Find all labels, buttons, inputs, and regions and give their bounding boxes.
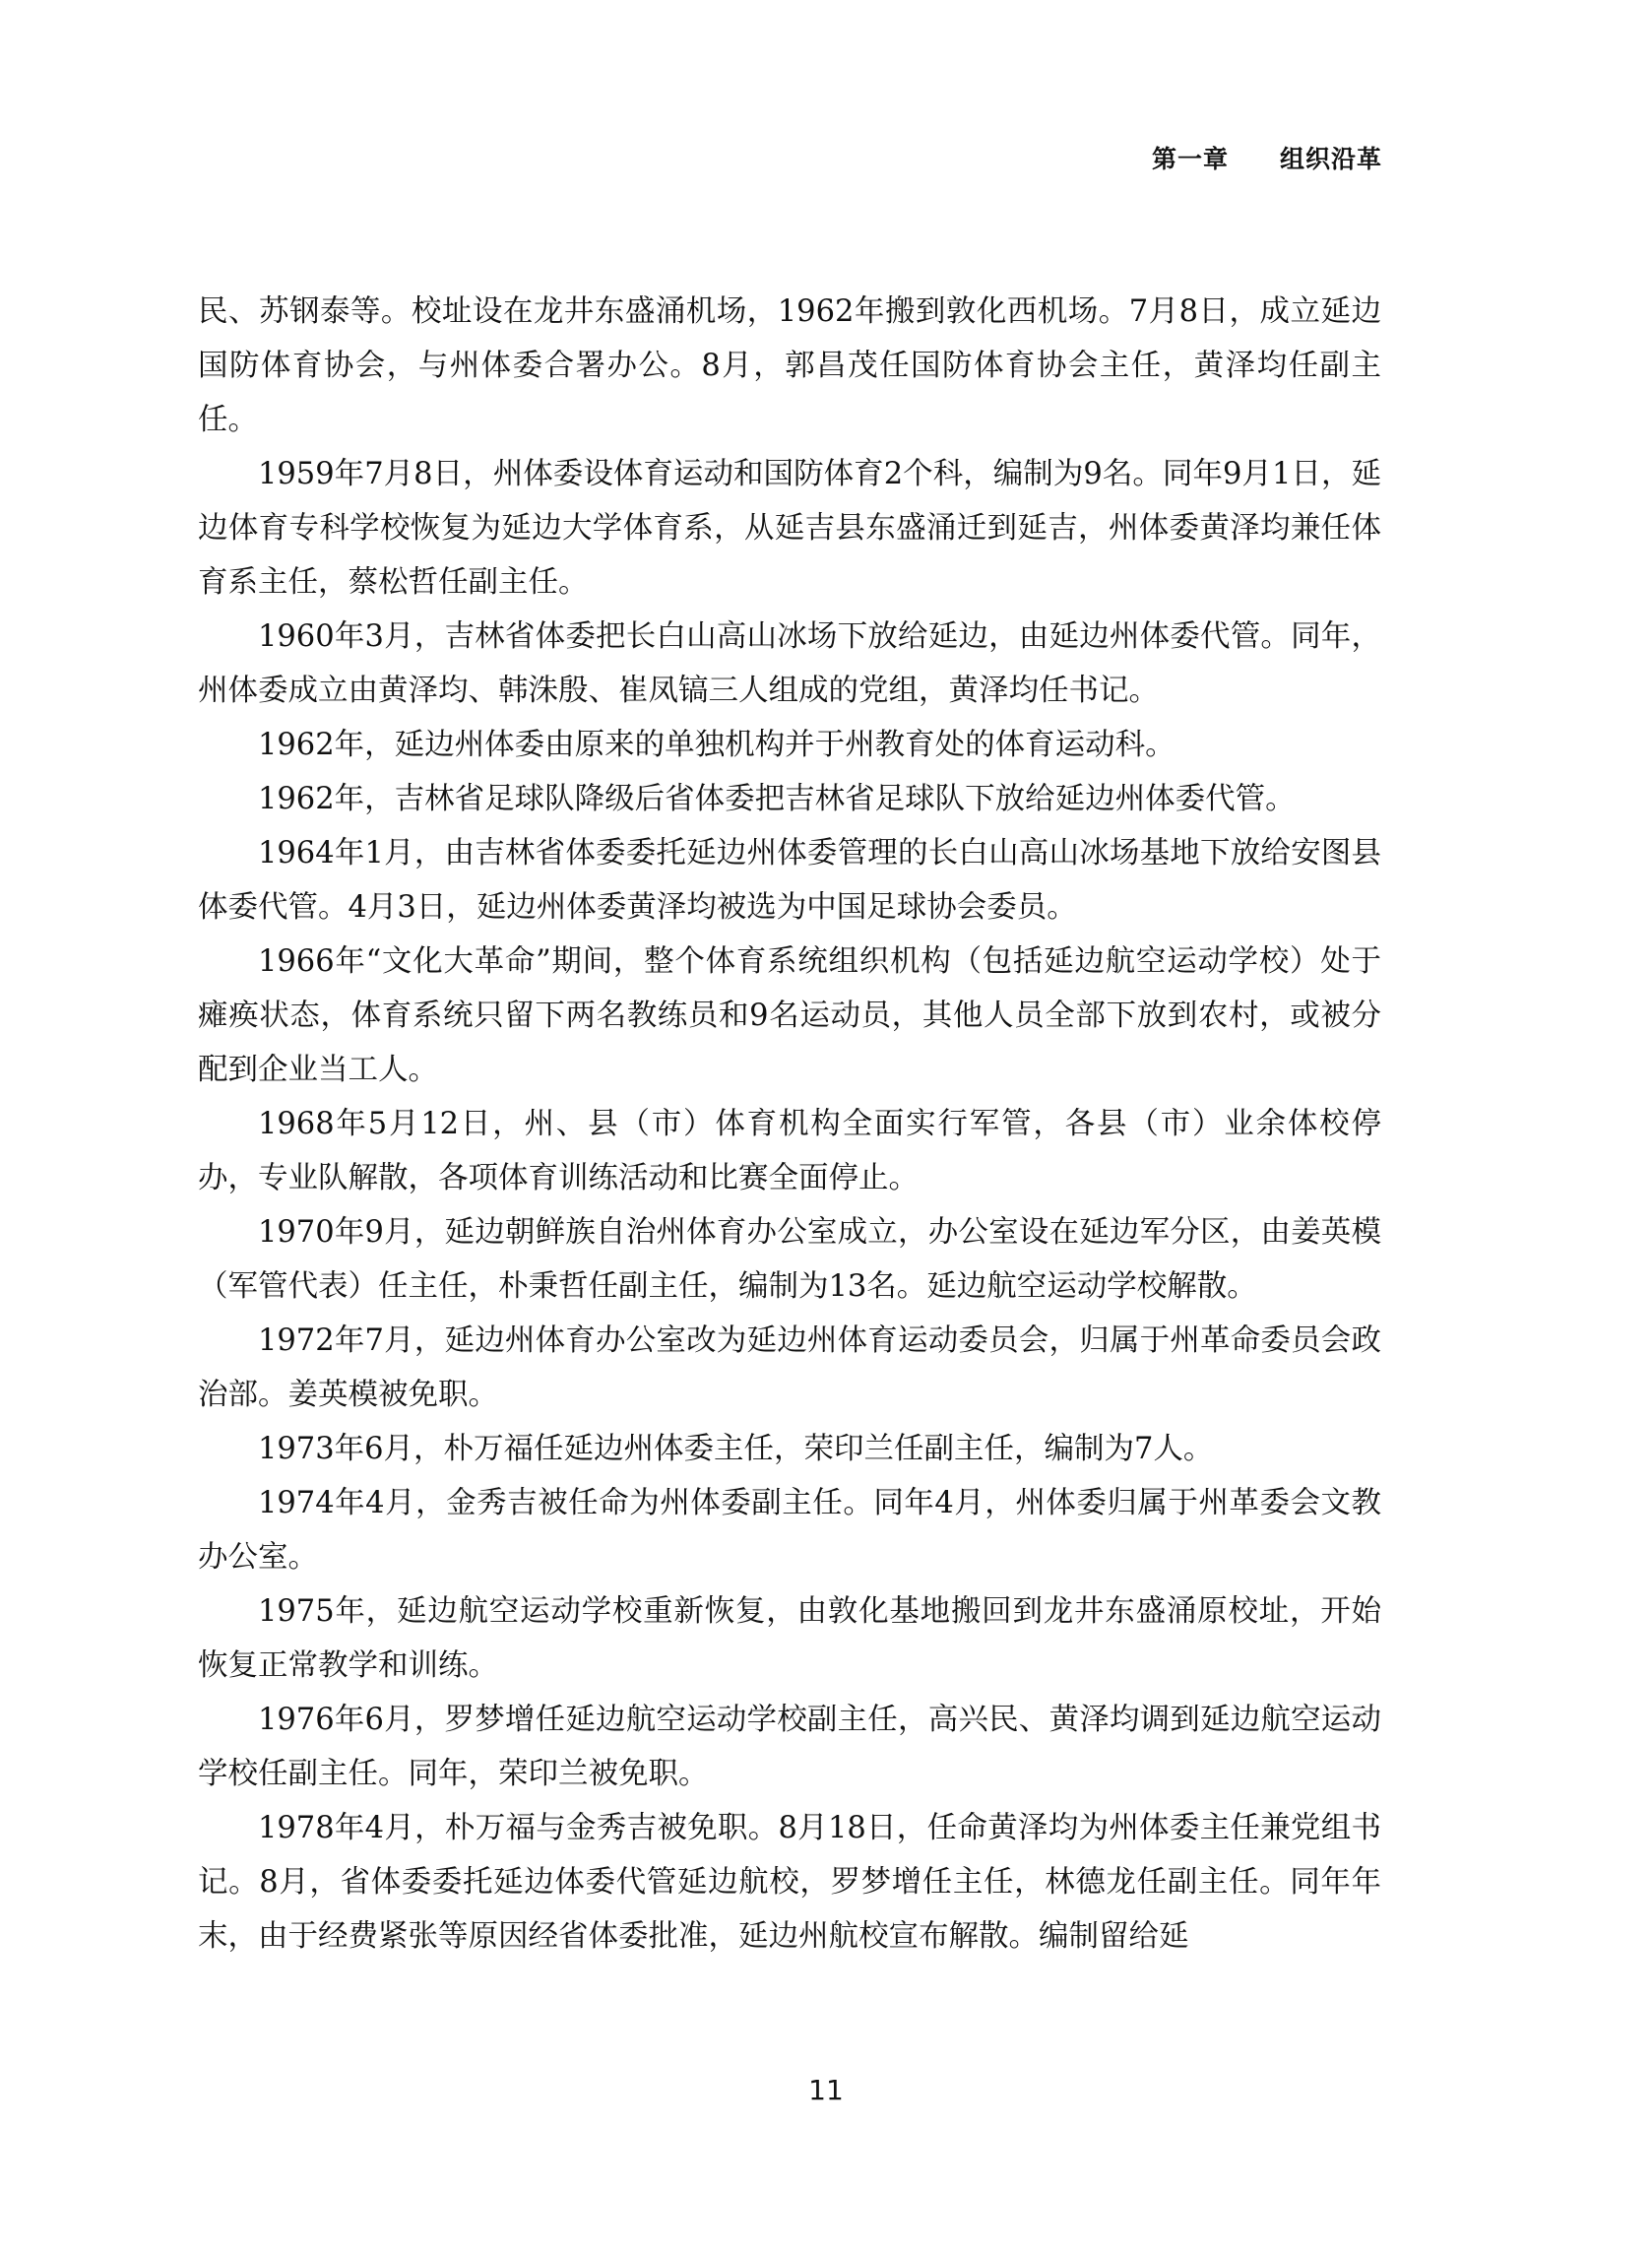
- body-text: [198, 285, 1381, 1964]
- paragraph: 1972年7月，延边州体育办公室改为延边州体育运动委员会，归属于州革命委员会政治部。姜英模被免职。: [198, 1323, 1381, 1412]
- paragraph: 1975年，延边航空运动学校重新恢复，由敦化基地搬回到龙井东盛涌原校址，开始恢复正常教学和训练。: [198, 1594, 1381, 1683]
- paragraph: 1968年5月12日，州、县（市）体育机构全面实行军管，各县（市）业余体校停办，专业队解散，各项体育训练活动和比赛全面停止。: [198, 1107, 1381, 1195]
- page-number: 11: [808, 2074, 844, 2106]
- paragraph: 1964年1月，由吉林省体委委托延边州体委管理的长白山高山冰场基地下放给安图县体委代管。4月3日，延边州体委黄泽均被选为中国足球协会委员。: [198, 836, 1381, 925]
- paragraph: 1960年3月，吉林省体委把长白山高山冰场下放给延边，由延边州体委代管。同年，州体委成立由黄泽均、韩洙殷、崔凤镐三人组成的党组，黄泽均任书记。: [198, 619, 1381, 708]
- paragraph: 民、苏钢泰等。校址设在龙井东盛涌机场，1962年搬到敦化西机场。7月8日，成立延边国防体育协会，与州体委合署办公。8月，郭昌茂任国防体育协会主任，黄泽均任副主任。: [198, 294, 1381, 437]
- paragraph: 1973年6月，朴万福任延边州体委主任，荣印兰任副主任，编制为7人。: [258, 1432, 1214, 1466]
- running-header-chapter-title: 第一章 组织沿革: [1151, 145, 1382, 173]
- paragraph: 1974年4月，金秀吉被任命为州体委副主任。同年4月，州体委归属于州革委会文教办公室。: [198, 1486, 1381, 1575]
- paragraph: 1966年“文化大革命”期间，整个体育系统组织机构（包括延边航空运动学校）处于瘫痪状态，体育系统只留下两名教练员和9名运动员，其他人员全部下放到农村，或被分配到企业当工人。: [198, 944, 1381, 1087]
- paragraph: 1976年6月，罗梦增任延边航空运动学校副主任，高兴民、黄泽均调到延边航空运动学校任副主任。同年，荣印兰被免职。: [198, 1703, 1381, 1791]
- paragraph: 1970年9月，延边朝鲜族自治州体育办公室成立，办公室设在延边军分区，由姜英模（军管代表）任主任，朴秉哲任副主任，编制为13名。延边航空运动学校解散。: [198, 1215, 1381, 1304]
- paragraph: 1962年，延边州体委由原来的单独机构并于州教育处的体育运动科。: [258, 728, 1175, 762]
- paragraph: 1959年7月8日，州体委设体育运动和国防体育2个科，编制为9名。同年9月1日，延边体育专科学校恢复为延边大学体育系，从延吉县东盛涌迁到延吉，州体委黄泽均兼任体育系主任，蔡松哲任副主任。: [198, 457, 1381, 600]
- paragraph: 1978年4月，朴万福与金秀吉被免职。8月18日，任命黄泽均为州体委主任兼党组书记。8月，省体委委托延边体委代管延边航校，罗梦增任主任，林德龙任副主任。同年年末，由于经费紧张等原因经省体委批准，延边州航校宣布解散。编制留给延: [198, 1811, 1381, 1954]
- paragraph: 1962年，吉林省足球队降级后省体委把吉林省足球队下放给延边州体委代管。: [258, 782, 1296, 816]
